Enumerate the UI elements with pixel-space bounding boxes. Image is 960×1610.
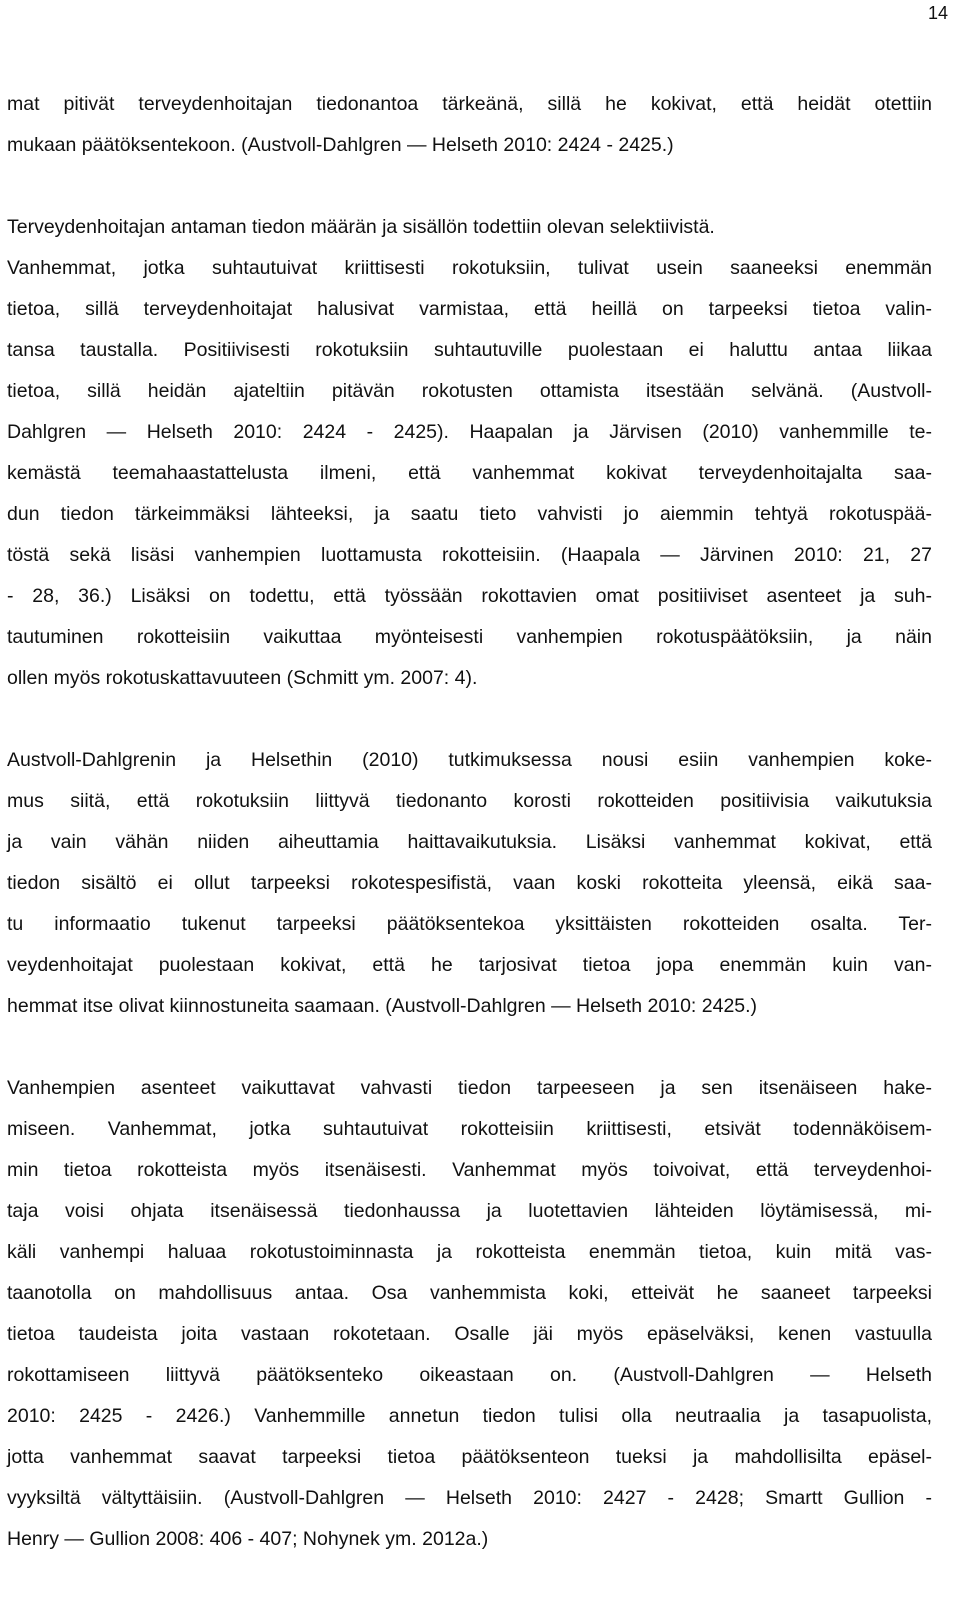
text-line: Vanhemmat, jotka suhtautuivat kriittisesti rokotuksiin, tulivat usein saaneeksi enemmän bbox=[7, 257, 932, 279]
text-line: veydenhoitajat puolestaan kokivat, että he tarjosivat tietoa jopa enemmän kuin van- bbox=[7, 954, 932, 976]
text-line: taja voisi ohjata itsenäisessä tiedonhaussa ja luotettavien lähteiden löytämisessä, mi- bbox=[7, 1200, 932, 1222]
paragraph-4 bbox=[7, 1068, 932, 1560]
text-line: mus siitä, että rokotuksiin liittyvä tiedonanto korosti rokotteiden positiivisia vaikutuksia bbox=[7, 790, 932, 812]
document-body bbox=[7, 84, 932, 1560]
text-line: tietoa, sillä heidän ajateltiin pitävän rokotusten ottamista itsestään selvänä. (Austvoll- bbox=[7, 380, 932, 402]
text-line: tietoa taudeista joita vastaan rokotetaan. Osalle jäi myös epäselväksi, kenen vastuulla bbox=[7, 1323, 932, 1345]
text-line: taanotolla on mahdollisuus antaa. Osa vanhemmista koki, etteivät he saaneet tarpeeksi bbox=[7, 1282, 932, 1304]
text-line: ollen myös rokotuskattavuuteen (Schmitt ym. 2007: 4). bbox=[7, 667, 478, 689]
text-line: tansa taustalla. Positiivisesti rokotuksiin suhtautuville puolestaan ei haluttu antaa liikaa bbox=[7, 339, 932, 361]
text-line: Terveydenhoitajan antaman tiedon määrän ja sisällön todettiin olevan selektiivistä. bbox=[7, 216, 715, 238]
text-line: ja vain vähän niiden aiheuttamia haittavaikutuksia. Lisäksi vanhemmat kokivat, että bbox=[7, 831, 932, 853]
paragraph-1 bbox=[7, 84, 932, 166]
text-line: Henry ― Gullion 2008: 406 - 407; Nohynek ym. 2012a.) bbox=[7, 1528, 489, 1550]
text-line: - 28, 36.) Lisäksi on todettu, että työssään rokottavien omat positiiviset asenteet ja suh- bbox=[7, 585, 932, 607]
text-line: min tietoa rokotteista myös itsenäisesti. Vanhemmat myös toivoivat, että terveydenhoi- bbox=[7, 1159, 932, 1181]
text-line: Vanhempien asenteet vaikuttavat vahvasti tiedon tarpeeseen ja sen itsenäiseen hake- bbox=[7, 1077, 932, 1099]
text-line: tiedon sisältö ei ollut tarpeeksi rokotespesifistä, vaan koski rokotteita yleensä, eikä saa- bbox=[7, 872, 932, 894]
text-line: vyyksiltä vältyttäisiin. (Austvoll-Dahlgren ― Helseth 2010: 2427 - 2428; Smartt Gullion - bbox=[7, 1487, 932, 1509]
text-line: töstä sekä lisäsi vanhempien luottamusta rokotteisiin. (Haapala ― Järvinen 2010: 21, 27 bbox=[7, 544, 932, 566]
text-line: mat pitivät terveydenhoitajan tiedonantoa tärkeänä, sillä he kokivat, että heidät otettiin bbox=[7, 93, 932, 115]
page-number: 14 bbox=[927, 3, 948, 23]
text-line: kemästä teemahaastattelusta ilmeni, että vanhemmat kokivat terveydenhoitajalta saa- bbox=[7, 462, 932, 484]
text-line: tautuminen rokotteisiin vaikuttaa myönteisesti vanhempien rokotuspäätöksiin, ja näin bbox=[7, 626, 932, 648]
text-line: 2010: 2425 - 2426.) Vanhemmille annetun tiedon tulisi olla neutraalia ja tasapuolista, bbox=[7, 1405, 932, 1427]
text-line: tu informaatio tukenut tarpeeksi päätöksentekoa yksittäisten rokotteiden osalta. Ter- bbox=[7, 913, 932, 935]
text-line: tietoa, sillä terveydenhoitajat halusivat varmistaa, että heillä on tarpeeksi tietoa valin- bbox=[7, 298, 932, 320]
text-line: Austvoll-Dahlgrenin ja Helsethin (2010) tutkimuksessa nousi esiin vanhempien koke- bbox=[7, 749, 932, 771]
text-line: hemmat itse olivat kiinnostuneita saamaan. (Austvoll-Dahlgren ― Helseth 2010: 2425.) bbox=[7, 995, 758, 1017]
text-line: jotta vanhemmat saavat tarpeeksi tietoa päätöksenteon tueksi ja mahdollisilta epäsel- bbox=[7, 1446, 932, 1468]
text-line: käli vanhempi haluaa rokotustoiminnasta ja rokotteista enemmän tietoa, kuin mitä vas- bbox=[7, 1241, 932, 1263]
text-line: miseen. Vanhemmat, jotka suhtautuivat rokotteisiin kriittisesti, etsivät todennäköisem- bbox=[7, 1118, 932, 1140]
text-line: Dahlgren ― Helseth 2010: 2424 - 2425). Haapalan ja Järvisen (2010) vanhemmille te- bbox=[7, 421, 932, 443]
paragraph-3 bbox=[7, 740, 932, 1027]
text-line: rokottamiseen liittyvä päätöksenteko oikeastaan on. (Austvoll-Dahlgren ― Helseth bbox=[7, 1364, 932, 1386]
text-line: dun tiedon tärkeimmäksi lähteeksi, ja saatu tieto vahvisti jo aiemmin tehtyä rokotuspää- bbox=[7, 503, 932, 525]
paragraph-2 bbox=[7, 207, 932, 699]
text-line: mukaan päätöksentekoon. (Austvoll-Dahlgren ― Helseth 2010: 2424 - 2425.) bbox=[7, 134, 674, 156]
